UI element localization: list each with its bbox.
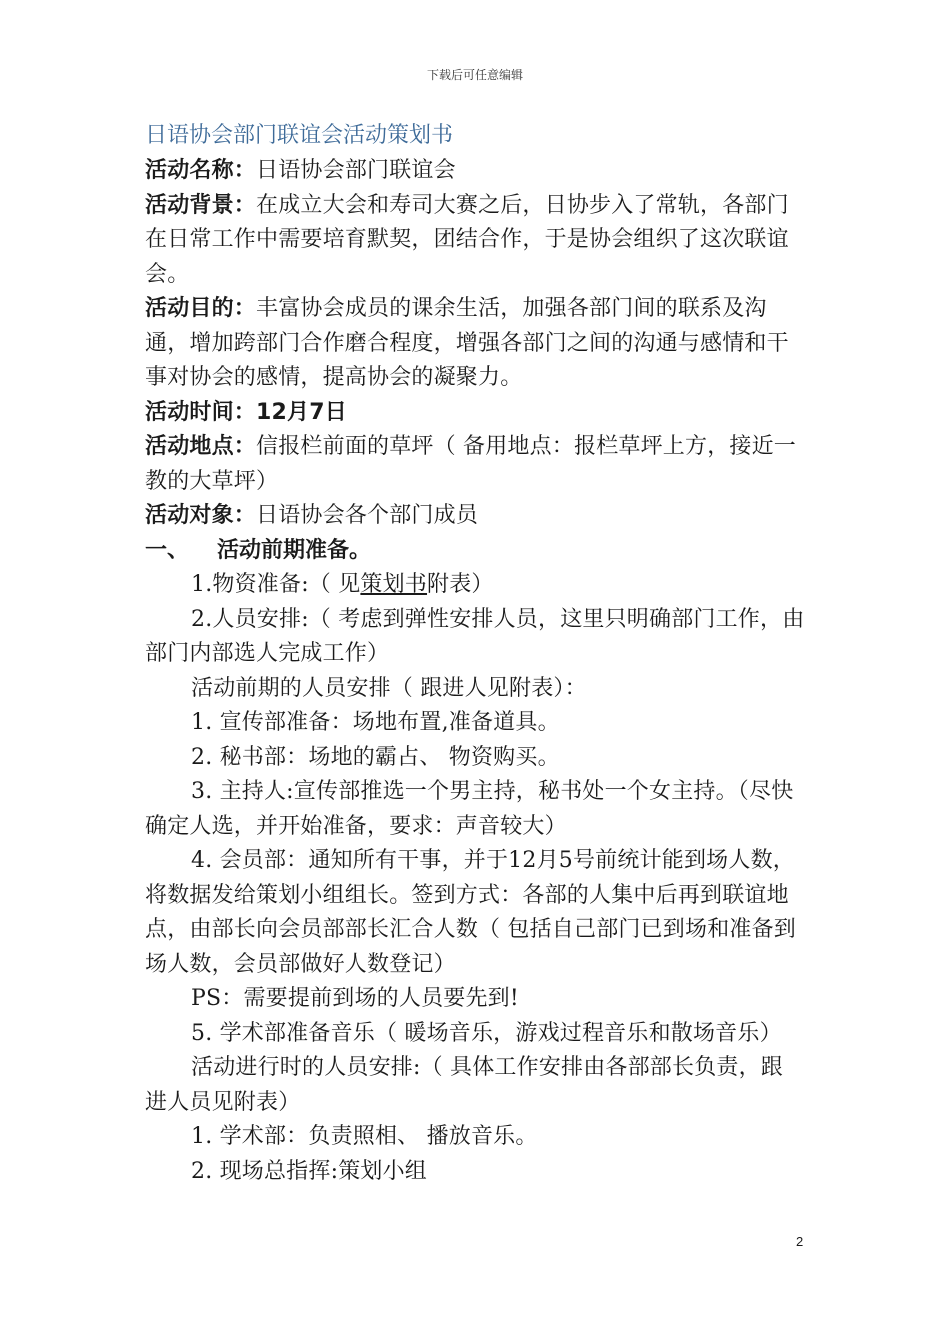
- item-supplies-prefix: 1.物资准备:（ 见: [191, 572, 361, 597]
- item-staffing: 2.人员安排:（ 考虑到弹性安排人员，这里只明确部门工作，由部门内部选人完成工作）: [145, 606, 805, 666]
- activity-name: [145, 154, 805, 189]
- activity-background-value: 在成立大会和寿司大赛之后，日协步入了常轨，各部门在日常工作中需要培育默契，团结合作，于是协会组织了这次联谊会。: [145, 192, 789, 287]
- activity-time: [145, 396, 805, 431]
- activity-target-label: 活动对象：: [145, 503, 257, 528]
- activity-purpose: [145, 292, 805, 396]
- item-supplies: [145, 568, 805, 603]
- section-heading-1: [145, 534, 805, 569]
- during-item-1: 1. 学术部：负责照相、 播放音乐。: [191, 1124, 538, 1149]
- activity-time-value: 12月7日: [256, 399, 347, 425]
- activity-target-value: 日语协会各个部门成员: [256, 503, 479, 528]
- during-item-2: 2. 现场总指挥:策划小组: [191, 1158, 427, 1184]
- activity-name-value: 日语协会部门联谊会: [256, 158, 456, 183]
- prep-item-3: 3. 主持人:宣传部推选一个男主持，秘书处一个女主持。（尽快确定人选，并开始准备，要求：声音较大）: [145, 779, 794, 839]
- prep-staff-heading: 活动前期的人员安排（ 跟进人见附表）：: [191, 675, 587, 701]
- activity-time-label: 活动时间：: [145, 399, 257, 425]
- item-supplies-suffix: 附表）: [427, 572, 494, 597]
- activity-target: [145, 499, 805, 534]
- prep-item-4: 4. 会员部：通知所有干事，并于12月5号前统计能到场人数，将数据发给策划小组组长。签到方式：各部的人集中后再到联谊地点，由部长向会员部部长汇合人数（ 包括自己部门已到场和准备到场人数，会员部做好人数登记）: [145, 848, 796, 977]
- prep-item-2: 2. 秘书部：场地的霸占、 物资购买。: [191, 744, 560, 770]
- activity-purpose-label: 活动目的：: [145, 296, 257, 321]
- section-title: 活动前期准备。: [217, 537, 372, 563]
- activity-name-label: 活动名称：: [145, 158, 257, 183]
- page-header: 下载后可任意编辑: [426, 68, 523, 82]
- prep-item-1: 1. 宣传部准备：场地布置,准备道具。: [191, 710, 560, 735]
- section-number: 一、: [145, 537, 190, 563]
- during-staff-heading: 活动进行时的人员安排:（ 具体工作安排由各部部长负责，跟进人员见附表）: [145, 1055, 784, 1115]
- activity-purpose-value: 丰富协会成员的课余生活，加强各部门间的联系及沟通，增加跨部门合作磨合程度，增强各部门之间的沟通与感情和干事对协会的感情，提高协会的凝聚力。: [145, 296, 789, 390]
- document-body: [145, 118, 805, 1189]
- prep-item-5: 5. 学术部准备音乐（ 暖场音乐，游戏过程音乐和散场音乐）: [191, 1020, 782, 1046]
- ps-note: PS：需要提前到场的人员要先到!: [191, 986, 519, 1011]
- document-title: 日语协会部门联谊会活动策划书: [145, 123, 454, 148]
- activity-place: [145, 430, 805, 499]
- page-number: 2: [796, 1234, 804, 1249]
- plan-link[interactable]: 策划书: [360, 572, 428, 597]
- activity-background-label: 活动背景：: [145, 192, 257, 218]
- activity-background: [145, 189, 805, 293]
- activity-place-value: 信报栏前面的草坪（ 备用地点：报栏草坪上方，接近一教的大草坪）: [145, 434, 797, 494]
- activity-place-label: 活动地点：: [145, 434, 257, 459]
